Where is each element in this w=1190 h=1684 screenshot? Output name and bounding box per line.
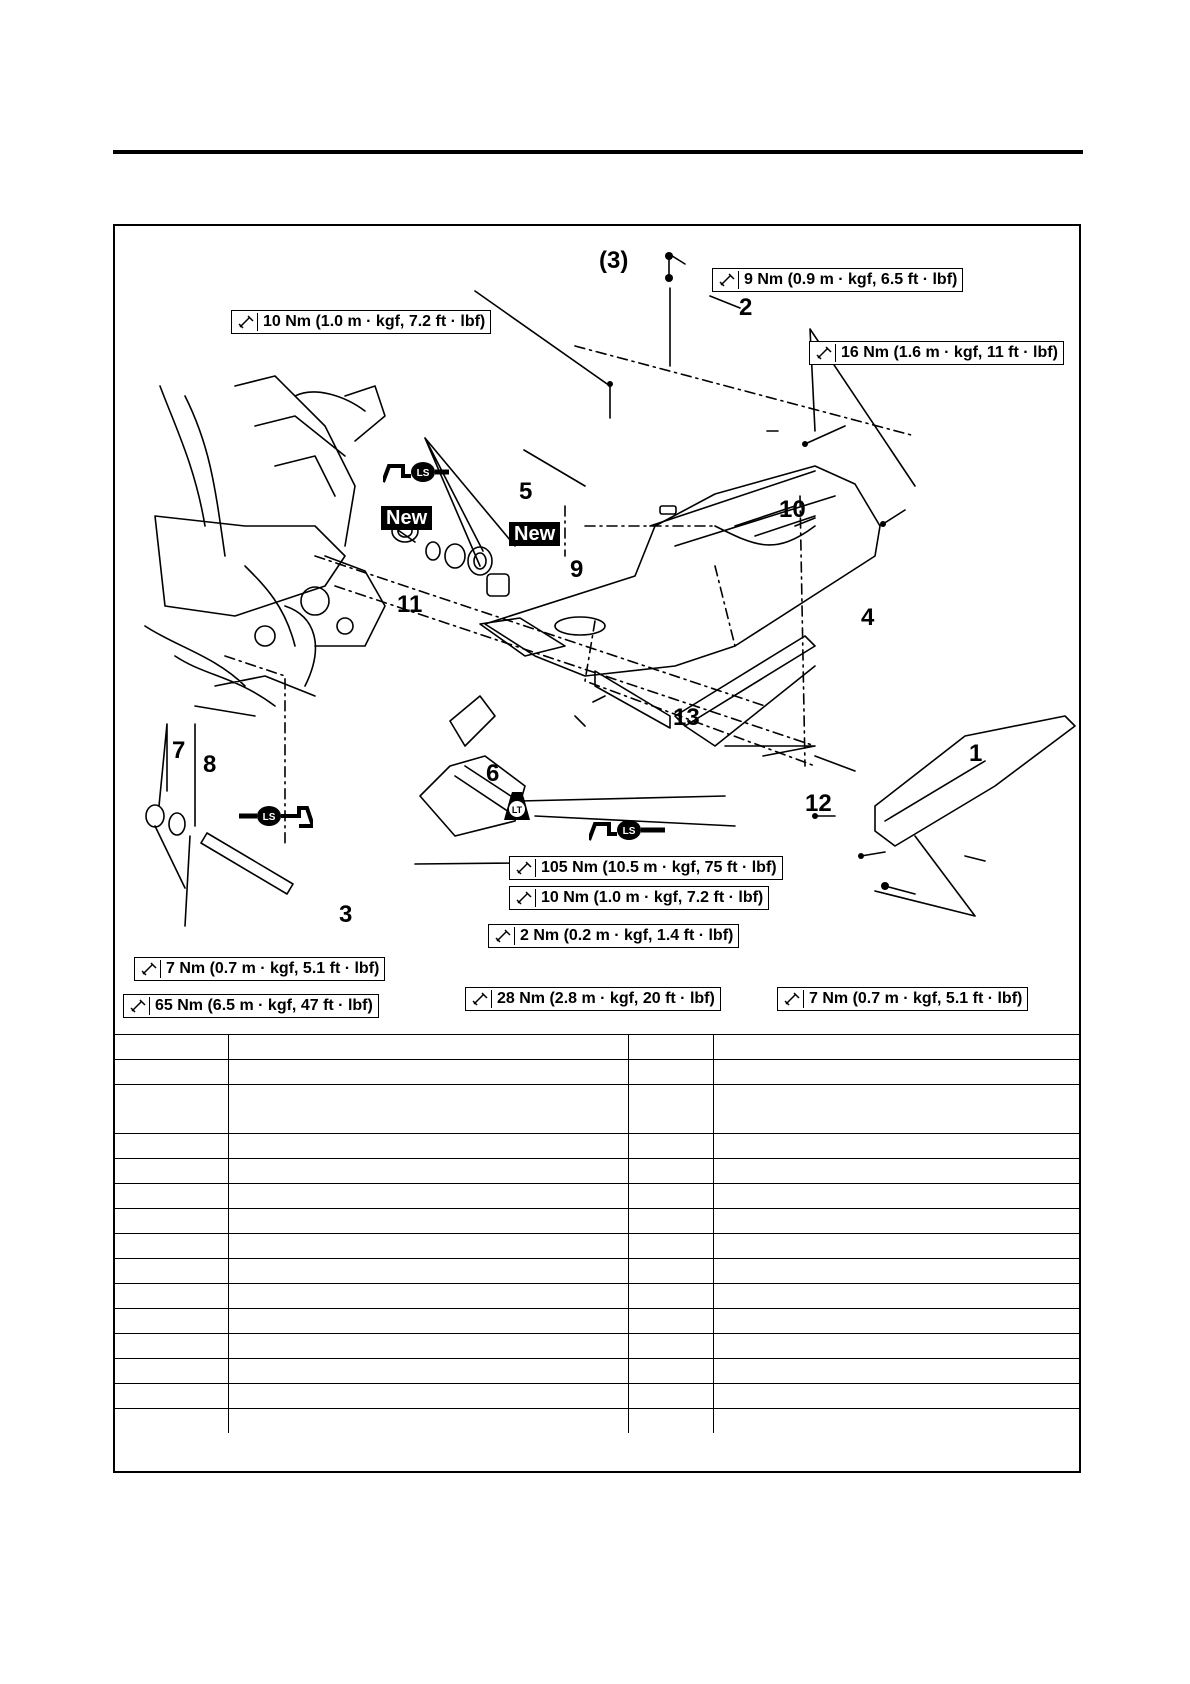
- torque-label: 10 Nm (1.0 m · kgf, 7.2 ft · lbf): [509, 886, 769, 910]
- callout-13: 13: [673, 704, 700, 731]
- callout-5: 5: [519, 478, 533, 505]
- torque-label: 10 Nm (1.0 m · kgf, 7.2 ft · lbf): [231, 310, 491, 334]
- table-row: [115, 1184, 1079, 1209]
- torque-label: 16 Nm (1.6 m · kgf, 11 ft · lbf): [809, 341, 1064, 365]
- table-row: [115, 1284, 1079, 1309]
- torque-label: 65 Nm (6.5 m · kgf, 47 ft · lbf): [123, 994, 379, 1018]
- table-row: [115, 1035, 1079, 1060]
- torque-label: 7 Nm (0.7 m · kgf, 5.1 ft · lbf): [134, 957, 385, 981]
- svg-text:LT: LT: [511, 805, 523, 815]
- table-row: [115, 1384, 1079, 1409]
- callout-6: 6: [486, 760, 500, 787]
- table-row: [115, 1409, 1079, 1434]
- svg-text:LS: LS: [262, 812, 276, 823]
- callout-1: 1: [969, 740, 983, 767]
- table-row: [115, 1134, 1079, 1159]
- callout-7: 7: [172, 737, 186, 764]
- callout-9: 9: [570, 556, 584, 583]
- torque-wrench-icon: [492, 927, 515, 945]
- torque-wrench-icon: [813, 344, 836, 362]
- callout-2: 2: [739, 294, 753, 321]
- torque-wrench-icon: [781, 990, 804, 1008]
- callout-12: 12: [805, 790, 832, 817]
- torque-wrench-icon: [513, 859, 536, 877]
- callout-4: 4: [861, 604, 875, 631]
- torque-wrench-icon: [469, 990, 492, 1008]
- callout-8: 8: [203, 751, 217, 778]
- torque-label: 28 Nm (2.8 m · kgf, 20 ft · lbf): [465, 987, 721, 1011]
- table-row: [115, 1209, 1079, 1234]
- callout-3-paren: (3): [599, 247, 629, 274]
- lithium-soap-grease-icon: [239, 804, 313, 828]
- diagram-frame: [113, 224, 1081, 1473]
- svg-text:LS: LS: [622, 826, 636, 837]
- torque-wrench-icon: [138, 960, 161, 978]
- callout-11: 11: [397, 591, 423, 618]
- callout-10: 10: [779, 496, 806, 523]
- table-row: [115, 1060, 1079, 1085]
- parts-table: [115, 1034, 1079, 1433]
- lithium-soap-grease-icon: [383, 460, 449, 484]
- lithium-soap-grease-icon: [589, 818, 665, 842]
- new-badge: New: [381, 506, 432, 530]
- callout-3: 3: [339, 901, 353, 928]
- table-row: [115, 1159, 1079, 1184]
- torque-label: 7 Nm (0.7 m · kgf, 5.1 ft · lbf): [777, 987, 1028, 1011]
- table-row: [115, 1259, 1079, 1284]
- torque-wrench-icon: [127, 997, 150, 1015]
- ls-label: LS: [416, 468, 430, 479]
- locking-agent-icon: [502, 790, 532, 824]
- table-row: [115, 1334, 1079, 1359]
- table-row: [115, 1234, 1079, 1259]
- top-rule: [113, 150, 1083, 154]
- torque-wrench-icon: [716, 271, 739, 289]
- table-row: [115, 1085, 1079, 1134]
- torque-wrench-icon: [235, 313, 258, 331]
- new-badge: New: [509, 522, 560, 546]
- table-row: [115, 1359, 1079, 1384]
- torque-label: 9 Nm (0.9 m · kgf, 6.5 ft · lbf): [712, 268, 963, 292]
- table-row: [115, 1309, 1079, 1334]
- torque-label: 105 Nm (10.5 m · kgf, 75 ft · lbf): [509, 856, 783, 880]
- torque-wrench-icon: [513, 889, 536, 907]
- torque-label: 2 Nm (0.2 m · kgf, 1.4 ft · lbf): [488, 924, 739, 948]
